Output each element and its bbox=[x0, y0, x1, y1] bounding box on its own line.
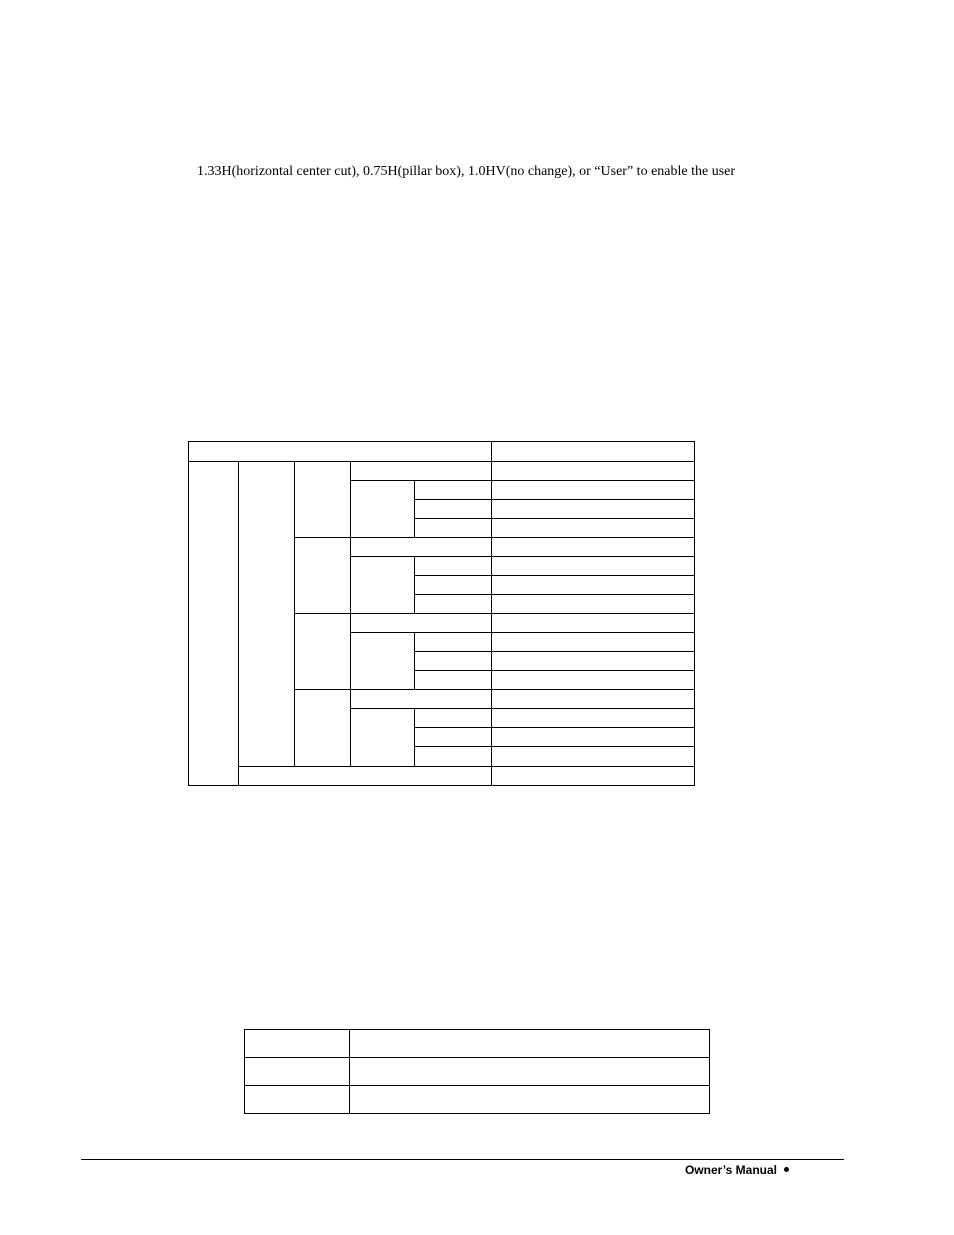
table-row bbox=[245, 1086, 710, 1114]
menu-tree-table bbox=[188, 441, 695, 786]
footer-title: Owner’s Manual bbox=[684, 1163, 777, 1177]
footer-divider bbox=[81, 1159, 844, 1160]
table-cell bbox=[350, 1058, 710, 1086]
small-reference-table bbox=[244, 1029, 710, 1114]
bullet-icon bbox=[784, 1167, 789, 1172]
table-cell bbox=[245, 1030, 350, 1058]
menu-tree-grid bbox=[188, 441, 695, 786]
table-cell bbox=[245, 1086, 350, 1114]
table-row bbox=[245, 1030, 710, 1058]
body-text-line: 1.33H(horizontal center cut), 0.75H(pillar box), 1.0HV(no change), or “User” to enable the user bbox=[197, 164, 736, 179]
table-cell bbox=[350, 1030, 710, 1058]
table-cell bbox=[245, 1058, 350, 1086]
table-row bbox=[245, 1058, 710, 1086]
table-cell bbox=[350, 1086, 710, 1114]
